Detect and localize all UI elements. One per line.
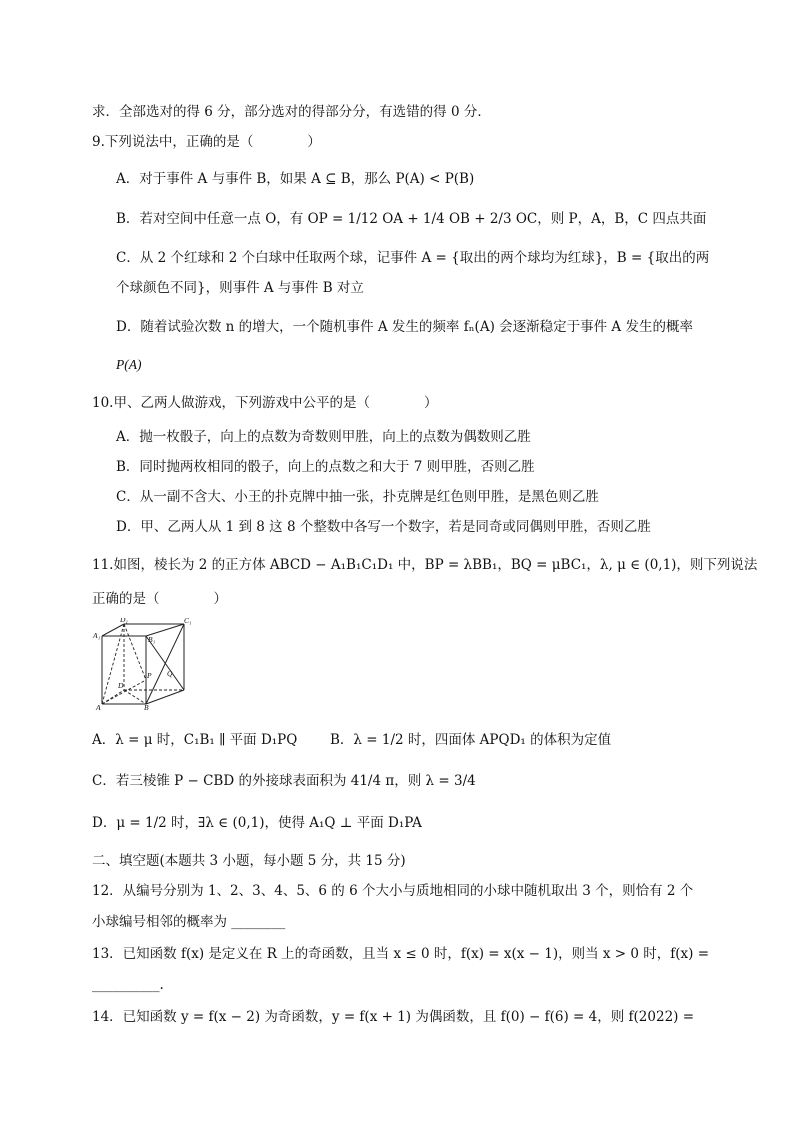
question-9-option-c-cont: 个球颜色不同}，则事件 A 与事件 B 对立 <box>116 280 364 296</box>
question-13-line-1: 13．已知函数 f(x) 是定义在 R 上的奇函数，且当 x ≤ 0 时，f(x) = x(x − 1)，则当 x > 0 时，f(x) = <box>92 946 710 962</box>
cube-diagram <box>88 618 200 710</box>
question-10-option-a: A．抛一枚骰子，向上的点数为奇数则甲胜，向上的点数为偶数则乙胜 <box>116 429 531 445</box>
question-10-option-d: D．甲、乙两人从 1 到 8 这 8 个整数中各写一个数字，若是同奇或同偶则甲胜，否则乙胜 <box>116 519 651 535</box>
question-9-option-d-cont: P(A) <box>116 357 142 372</box>
question-11-stem: 11.如图，棱长为 2 的正方体 ABCD − A₁B₁C₁D₁ 中，BP = λBB₁，BQ = μBC₁，λ, μ ∈ (0,1)，则下列说法 <box>92 557 758 573</box>
question-12-line-1: 12．从编号分别为 1、2、3、4、5、6 的 6 个大小与质地相同的小球中随机取出 3 个，则恰有 2 个 <box>92 883 694 899</box>
question-10-option-b: B．同时抛两枚相同的骰子，向上的点数之和大于 7 则甲胜，否则乙胜 <box>116 459 535 475</box>
question-9-option-d: D．随着试验次数 n 的增大，一个随机事件 A 发生的频率 fₙ(A) 会逐渐稳定于事件 A 发生的概率 <box>116 319 693 335</box>
label-b1: B₁ <box>148 635 156 644</box>
question-9-option-b: B．若对空间中任意一点 O，有 OP = 1/12 OA + 1/4 OB + 2/3 OC，则 P，A，B，C 四点共面 <box>116 211 707 227</box>
question-13-line-2: __________. <box>92 977 164 993</box>
label-d1: D₁ <box>120 618 129 624</box>
label-a1: A₁ <box>93 631 101 640</box>
question-11-stem-cont: 正确的是（ ） <box>92 591 227 607</box>
label-c1: C₁ <box>184 618 192 625</box>
question-11-option-c: C．若三棱锥 P − CBD 的外接球表面积为 41/4 π，则 λ = 3/4 <box>92 773 476 789</box>
question-11-option-b: B．λ = 1/2 时，四面体 APQD₁ 的体积为定值 <box>330 732 612 748</box>
label-a: A <box>96 703 101 710</box>
label-d: D <box>118 681 124 690</box>
question-9-option-c: C．从 2 个红球和 2 个白球中任取两个球，记事件 A = {取出的两个球均为红球}，B = {取出的两 <box>116 250 710 266</box>
question-11-option-a: A．λ = μ 时，C₁B₁ ∥ 平面 D₁PQ <box>92 732 298 748</box>
instructions-text: 求．全部选对的得 6 分，部分选对的得部分分，有选错的得 0 分． <box>92 104 491 120</box>
label-q: Q <box>167 669 173 678</box>
label-p: P <box>147 671 152 680</box>
section-heading: 二、填空题(本题共 3 小题，每小题 5 分，共 15 分) <box>92 853 406 869</box>
cube-figure <box>88 618 200 710</box>
question-9-stem: 9.下列说法中，正确的是（ ） <box>92 134 321 150</box>
question-11-option-d: D．μ = 1/2 时，∃λ ∈ (0,1)，使得 A₁Q ⊥ 平面 D₁PA <box>92 815 422 831</box>
question-12-line-2: 小球编号相邻的概率为 ________ <box>92 914 286 930</box>
question-14-line-1: 14．已知函数 y = f(x − 2) 为奇函数，y = f(x + 1) 为偶函数，且 f(0) − f(6) = 4，则 f(2022) = <box>92 1009 695 1025</box>
question-9-option-a: A．对于事件 A 与事件 B，如果 A ⊆ B，那么 P(A) < P(B) <box>116 171 475 187</box>
question-10-option-c: C．从一副不含大、小王的扑克牌中抽一张，扑克牌是红色则甲胜，是黑色则乙胜 <box>116 489 599 505</box>
question-10-stem: 10.甲、乙两人做游戏，下列游戏中公平的是（ ） <box>92 395 438 411</box>
label-b: B <box>144 703 149 710</box>
